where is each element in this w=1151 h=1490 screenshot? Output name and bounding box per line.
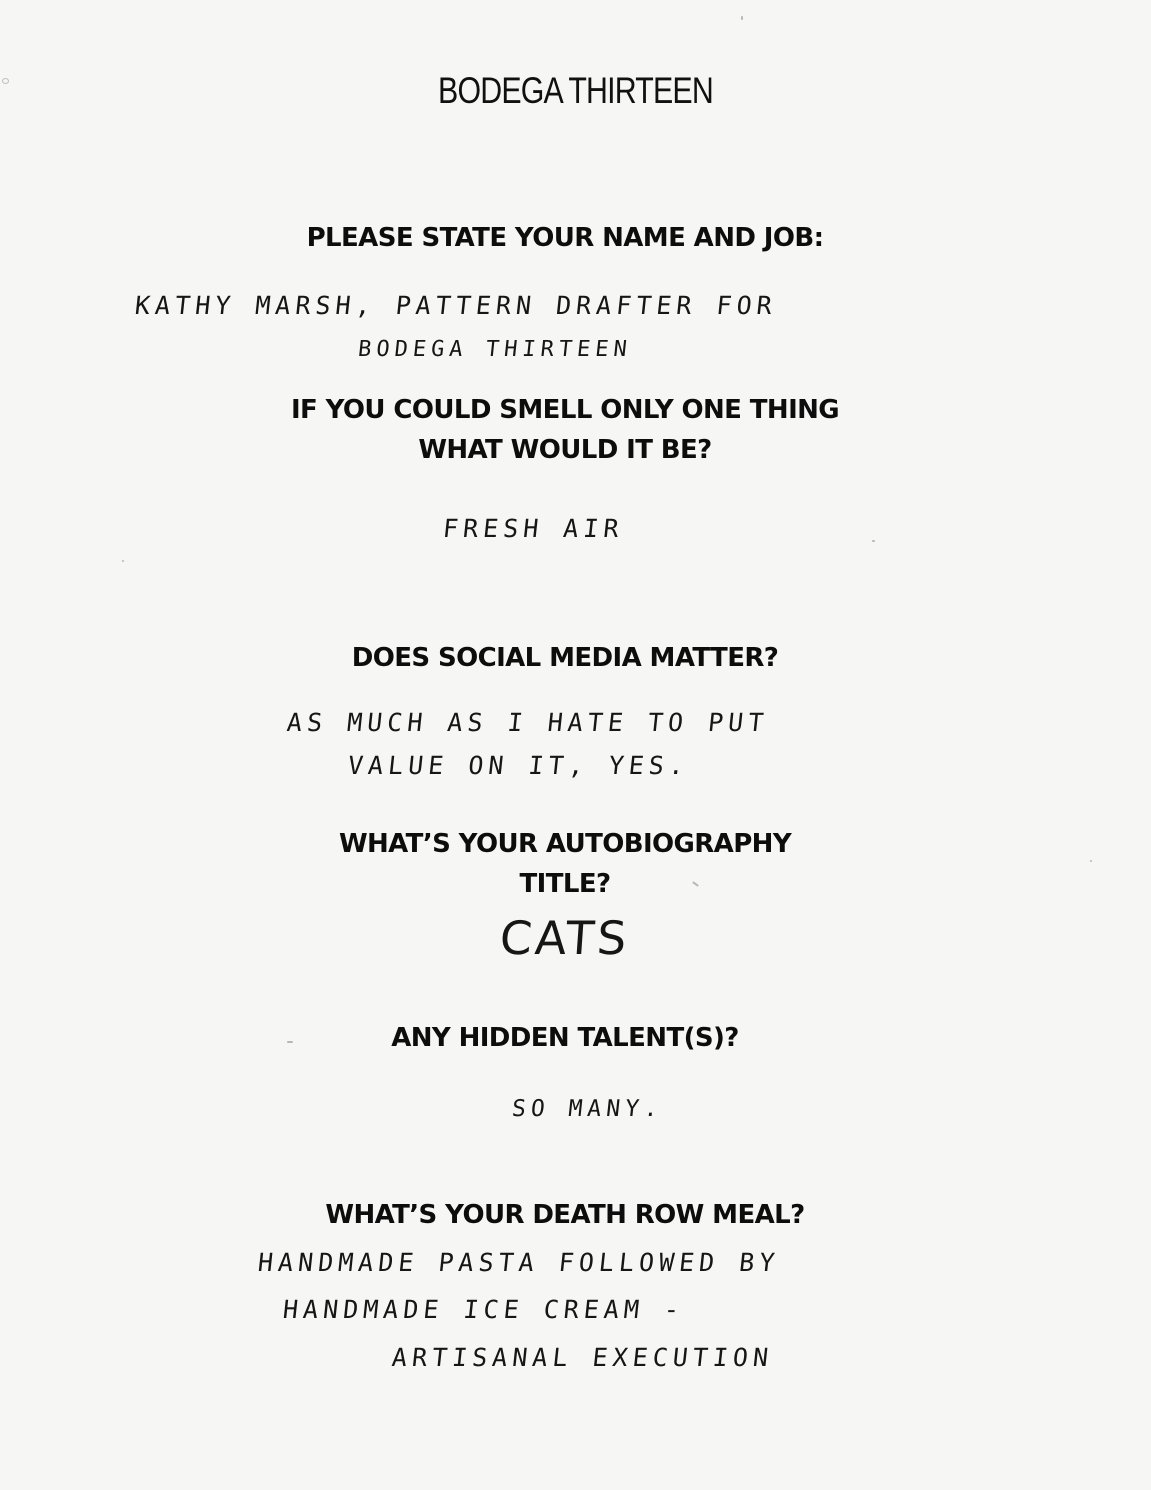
question-death-row [0,1195,1130,1235]
question-name-job [0,218,1130,258]
question-text: PLEASE STATE YOUR NAME AND JOB: [306,223,824,253]
question-text: ANY HIDDEN TALENT(S)? [391,1023,739,1053]
answer-smell: FRESH AIR [441,514,626,543]
answer-name-job-line-2: BODEGA THIRTEEN [356,337,634,362]
paper-speck [122,560,124,562]
paper-speck [287,1041,293,1043]
question-autobiography [0,824,1130,904]
brand-title: BODEGA THIRTEEN [438,70,713,111]
paper-speck [2,78,9,84]
question-text-line-1: IF YOU COULD SMELL ONLY ONE THING [290,395,840,425]
paper-speck [741,16,743,20]
paper-speck [1090,860,1092,862]
answer-death-row-line-1: HANDMADE PASTA FOLLOWED BY [256,1248,781,1277]
question-social-media [0,638,1130,678]
question-text: WHAT’S YOUR DEATH ROW MEAL? [325,1200,805,1230]
answer-social-media-line-2: VALUE ON IT, YES. [346,751,691,780]
question-talent [0,1018,1130,1058]
answer-name-job-line-1: KATHY MARSH, PATTERN DRAFTER FOR [133,291,779,320]
question-text-line-2: WHAT WOULD IT BE? [418,435,712,465]
question-text: DOES SOCIAL MEDIA MATTER? [351,643,779,673]
answer-talent: SO MANY. [510,1096,665,1122]
answer-social-media-line-1: AS MUCH AS I HATE TO PUT [285,708,770,737]
answer-autobiography: CATS [498,911,632,965]
answer-death-row-line-3: ARTISANAL EXECUTION [390,1343,775,1372]
answer-death-row-line-2: HANDMADE ICE CREAM - [281,1295,686,1324]
question-text-line-1: WHAT’S YOUR AUTOBIOGRAPHY [338,829,792,859]
paper-speck [872,540,875,542]
question-smell [0,390,1130,470]
question-text-line-2: TITLE? [519,869,611,899]
